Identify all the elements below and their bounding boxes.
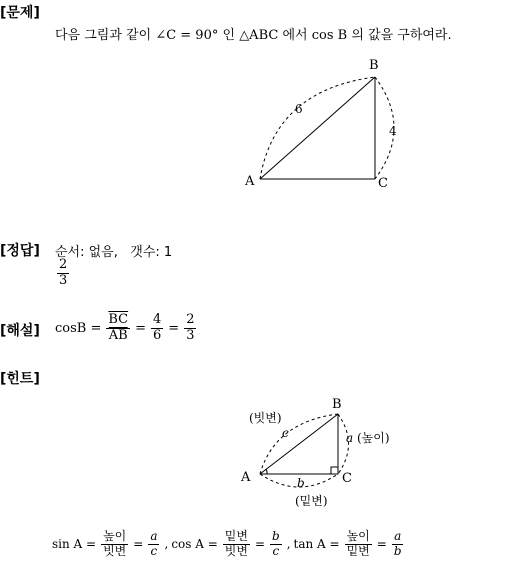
ab-overline: AB xyxy=(108,327,128,343)
height-var: a xyxy=(346,431,354,445)
sin-word-den: 빗변 xyxy=(103,543,127,558)
problem-label: [문제] xyxy=(0,5,40,21)
hint-triangle-figure xyxy=(235,392,415,512)
angle-expression: ∠C = 90° xyxy=(155,28,219,43)
problem-text-before: 다음 그림과 같이 xyxy=(55,28,156,43)
cos-var-num: b xyxy=(272,528,280,543)
hint-vertex-c: C xyxy=(342,471,352,486)
problem-text-mid2: 에서 xyxy=(278,28,312,43)
hint-label: [힌트] xyxy=(0,371,40,387)
frac3-denominator: 3 xyxy=(186,327,195,343)
answer-label: [정답] xyxy=(0,243,40,259)
vertex-c-label: C xyxy=(378,176,388,191)
answer-fraction xyxy=(55,258,71,289)
tan-word-den: 밑변 xyxy=(346,543,370,558)
explanation-formula xyxy=(55,308,198,348)
length-ab-label: 6 xyxy=(295,102,303,116)
cos-expression: cos B xyxy=(311,28,348,43)
cos-word-num: 밑변 xyxy=(224,528,248,543)
explanation-lhs: cosB = xyxy=(55,320,102,336)
separator-1: , xyxy=(164,537,169,551)
cos-word-den: 빗변 xyxy=(224,543,248,558)
vertex-b-label: B xyxy=(369,58,379,73)
equals-sign-2: = xyxy=(168,320,180,336)
height-label: (높이) xyxy=(357,431,390,445)
frac2-numerator: 4 xyxy=(153,311,162,327)
equals-sign-1: = xyxy=(135,320,147,336)
hyp-var: c xyxy=(282,426,289,440)
tan-var-den: b xyxy=(393,543,402,558)
frac2-denominator: 6 xyxy=(153,327,162,343)
explanation-label: [해설] xyxy=(0,323,40,339)
trig-ratio-formulas xyxy=(52,524,406,564)
sin-equals: = xyxy=(133,537,144,551)
tan-equals: = xyxy=(376,537,387,551)
separator-2: , xyxy=(286,537,291,551)
vertex-a-label: A xyxy=(245,174,255,189)
length-bc-label: 4 xyxy=(389,124,397,138)
answer-meta: 순서: 없음, 갯수: 1 xyxy=(55,245,173,260)
hint-vertex-a: A xyxy=(241,470,251,485)
sin-var-den: c xyxy=(150,543,158,558)
tan-lhs: tan A = xyxy=(293,537,340,551)
cos-var-den: c xyxy=(272,543,280,558)
angle-a-marker xyxy=(266,469,267,474)
tan-word-num: 높이 xyxy=(346,528,370,543)
triangle-expression: △ABC xyxy=(239,28,279,43)
base-var: b xyxy=(297,476,305,490)
frac3-numerator: 2 xyxy=(186,311,195,327)
sin-word-num: 높이 xyxy=(103,528,127,543)
base-label: (밑변) xyxy=(295,494,328,508)
sin-var-num: a xyxy=(150,528,158,543)
problem-text-mid1: 인 xyxy=(218,28,240,43)
triangle-shape xyxy=(260,77,375,179)
problem-text-after: 의 값을 구하여라. xyxy=(347,28,452,43)
cos-equals: = xyxy=(254,537,266,551)
problem-text xyxy=(55,24,452,43)
right-angle-marker xyxy=(331,467,338,474)
cos-lhs: cos A = xyxy=(171,537,218,551)
hyp-label: (빗변) xyxy=(249,411,282,425)
sin-lhs: sin A = xyxy=(52,537,97,551)
answer-numerator: 2 xyxy=(59,257,68,272)
bc-overline: $\overline{BC}$ xyxy=(108,311,129,327)
tan-var-num: a xyxy=(394,528,402,543)
answer-denominator: 3 xyxy=(59,272,68,288)
hint-vertex-b: B xyxy=(332,397,342,412)
problem-triangle-figure xyxy=(235,55,415,195)
